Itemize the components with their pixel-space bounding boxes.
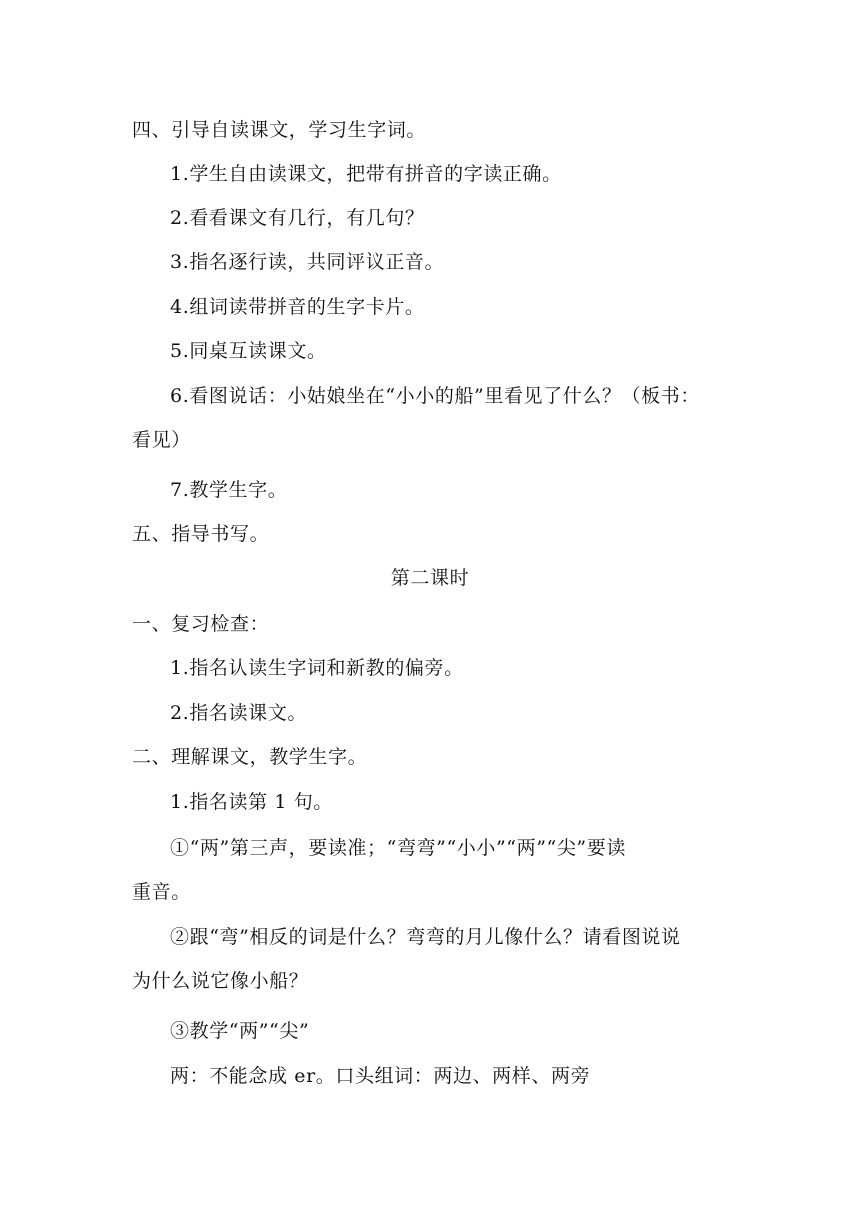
list-item: 7.教学生字。 (170, 479, 288, 501)
list-item: 3.指名逐行读，共同评议正音。 (170, 251, 445, 273)
list-item: 1.指名认读生字词和新教的偏旁。 (170, 657, 464, 679)
sub-item: ②跟“弯”相反的词是什么？弯弯的月儿像什么？请看图说说 (170, 926, 681, 948)
list-item: 1.指名读第 1 句。 (170, 791, 333, 813)
section-heading-4: 四、引导自读课文，学习生字词。 (132, 119, 427, 141)
list-item-continuation: 看见） (132, 429, 191, 451)
list-item: 2.看看课文有几行，有几句？ (170, 207, 425, 229)
list-item: 4.组词读带拼音的生字卡片。 (170, 296, 425, 318)
sub-item-continuation: 重音。 (132, 881, 191, 903)
sub-item: ①“两”第三声，要读准；“弯弯”“小小”“两”“尖”要读 (170, 837, 626, 859)
list-item: 6.看图说话：小姑娘坐在“小小的船”里看见了什么？（板书： (170, 385, 700, 407)
list-item: 1.学生自由读课文，把带有拼音的字读正确。 (170, 163, 562, 185)
list-item: 5.同桌互读课文。 (170, 340, 327, 362)
section-heading-1: 一、复习检查： (132, 613, 270, 635)
section-heading-2: 二、理解课文，教学生字。 (132, 746, 368, 768)
sub-item-text: 两：不能念成 er。口头组词：两边、两样、两旁 (170, 1065, 591, 1087)
lesson-title: 第二课时 (390, 567, 470, 589)
sub-item-continuation: 为什么说它像小船？ (132, 970, 309, 992)
sub-item: ③教学“两”“尖” (170, 1020, 310, 1042)
section-heading-5: 五、指导书写。 (132, 523, 270, 545)
list-item: 2.指名读课文。 (170, 702, 307, 724)
